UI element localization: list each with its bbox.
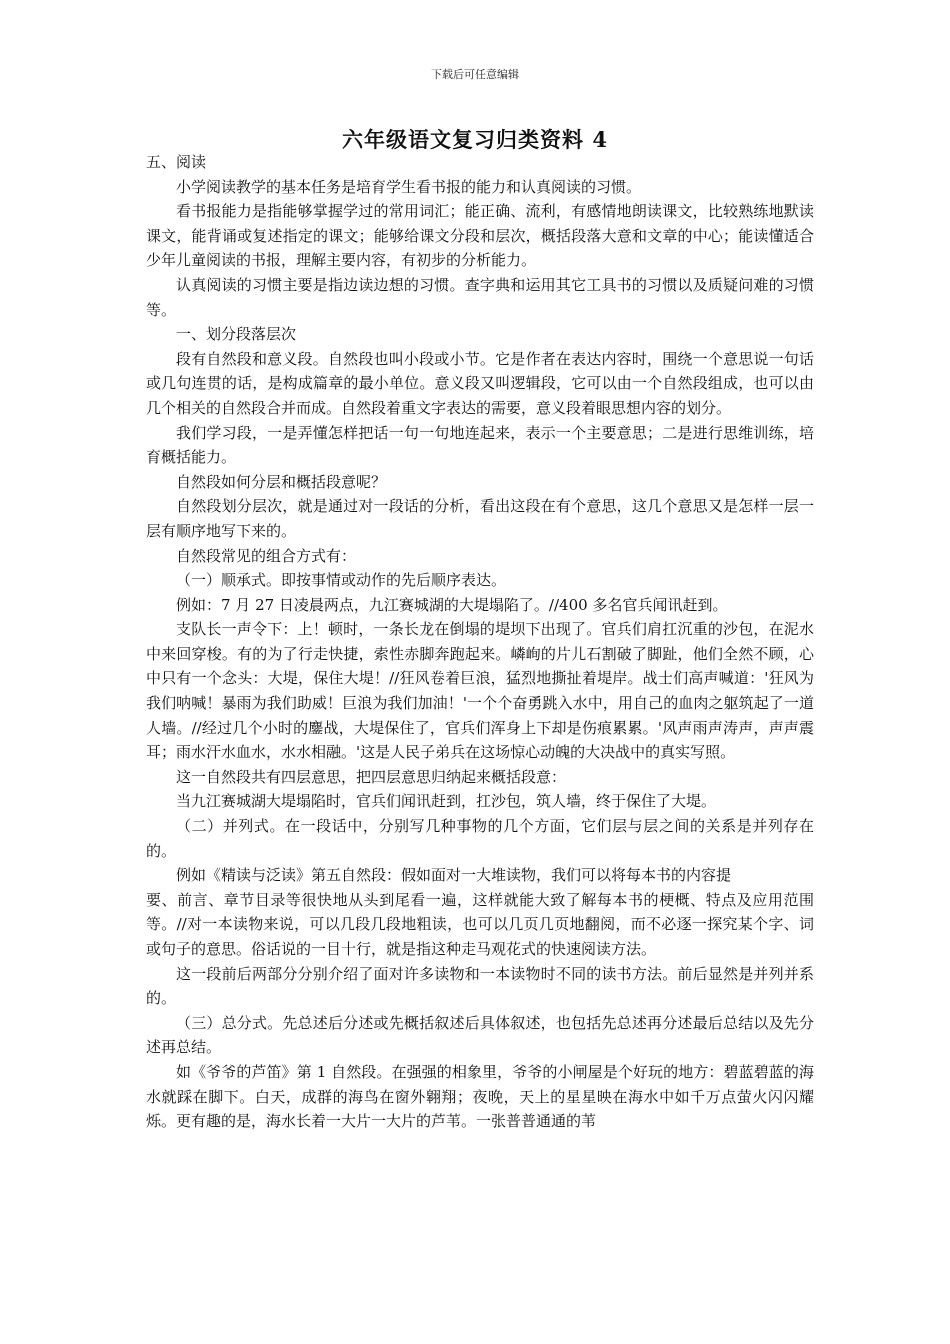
- paragraph: 例如《精读与泛读》第五自然段：假如面对一大堆读物，我们可以将每本书的内容提: [176, 866, 732, 885]
- paragraph: 这一段前后两部分分别介绍了面对许多读物和一本读物时不同的读书方法。前后显然是并列并系的。: [146, 964, 814, 1008]
- page-header: 下载后可任意编辑: [431, 68, 519, 81]
- paragraph: 当九江赛城湖大堤塌陷时，官兵们闻讯赶到，扛沙包，筑人墙，终于保住了大堤。: [176, 792, 717, 811]
- paragraph: 自然段划分层次，就是通过对一段话的分析，看出这段在有个意思，这几个意思又是怎样一层一层有顺序地写下来的。: [146, 497, 814, 540]
- paragraph: 认真阅读的习惯主要是指边读边想的习惯。查字典和运用其它工具书的习惯以及质疑问难的习惯等。: [146, 275, 814, 319]
- paragraph: 自然段常见的组合方式有：: [176, 546, 357, 565]
- paragraph: 这一自然段共有四层意思，把四层意思归纳起来概括段意：: [176, 767, 567, 786]
- paragraph: 小学阅读教学的基本任务是培育学生看书报的能力和认真阅读的习惯。: [176, 177, 642, 196]
- paragraph: （三）总分式。先总述后分述或先概括叙述后具体叙述，也包括先总述再分述最后总结以及先分述再总结。: [146, 1013, 814, 1057]
- paragraph: 一、划分段落层次: [176, 325, 297, 344]
- paragraph: 支队长一声令下：上！顿时，一条长龙在倒塌的堤坝下出现了。官兵们肩扛沉重的沙包，在泥水中来回穿梭。有的为了行走快捷，索性赤脚奔跑起来。嶙峋的片儿石割破了脚趾，他们全然不顾，心中只有一个念头：大堤，保住大堤！//狂风卷着巨浪，猛烈地撕扯着堤岸。战士们高声喊道：'狂风为我们呐喊！暴雨为我们助威！巨浪为我们加油！'一个个奋勇跳入水中，用自己的血肉之躯筑起了一道人墙。//经过几个小时的鏖战，大堤保住了，官兵们浑身上下却是伤痕累累。'风声雨声涛声，声声震耳；雨水汗水血水，水水相融。'这是人民子弟兵在这场惊心动魄的大决战中的真实写照。: [146, 620, 814, 762]
- document-title: 六年级语文复习归类资料 4: [342, 127, 608, 152]
- paragraph: 自然段如何分层和概括段意呢？: [176, 472, 387, 491]
- paragraph: 段有自然段和意义段。自然段也叫小段或小节。它是作者在表达内容时，围绕一个意思说一句话或几句连贯的话，是构成篇章的最小单位。意义段又叫逻辑段，它可以由一个自然段组成，也可以由几个相关的自然段合并而成。自然段着重文字表达的需要，意义段着眼思想内容的划分。: [146, 349, 814, 417]
- paragraph: （二）并列式。在一段话中，分别写几种事物的几个方面，它们层与层之间的关系是并列存在的。: [146, 817, 814, 860]
- paragraph: 要、前言、章节目录等很快地从头到尾看一遍，这样就能大致了解每本书的梗概、特点及应用范围等。//对一本读物来说，可以几段几段地粗读，也可以几页几页地翻阅，而不必逐一探究某个字、词或句子的意思。俗话说的一目十行，就是指这种走马观花式的快速阅读方法。: [146, 890, 814, 958]
- document-body: [146, 150, 814, 1134]
- paragraph: 看书报能力是指能够掌握学过的常用词汇；能正确、流利，有感情地朗读课文，比较熟练地默读课文，能背诵或复述指定的课文；能够给课文分段和层次，概括段落大意和文章的中心；能读懂适合少年儿童阅读的书报，理解主要内容，有初步的分析能力。: [146, 202, 814, 270]
- paragraph: 例如：7 月 27 日凌晨两点，九江赛城湖的大堤塌陷了。//400 多名官兵闻讯赶到。: [176, 595, 728, 614]
- paragraph: 我们学习段，一是弄懂怎样把话一句一句地连起来，表示一个主要意思；二是进行思维训练，培育概括能力。: [146, 423, 814, 467]
- paragraph: 五、阅读: [146, 153, 207, 171]
- paragraph: （一）顺承式。即按事情或动作的先后顺序表达。: [176, 571, 507, 590]
- paragraph: 如《爷爷的芦笛》第 1 自然段。在强强的相象里，爷爷的小闸屋是个好玩的地方：碧蓝碧蓝的海水就踩在脚下。白天，成群的海鸟在窗外翱翔；夜晚，天上的星星映在海水中如千万点萤火闪闪耀烁。更有趣的是，海水长着一大片一大片的芦苇。一张普普通通的苇: [146, 1062, 814, 1131]
